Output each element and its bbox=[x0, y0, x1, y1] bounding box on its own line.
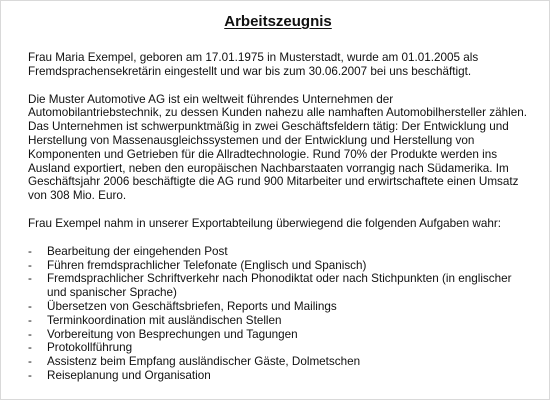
task-text: Reiseplanung und Organisation bbox=[47, 368, 211, 382]
task-item bbox=[28, 355, 528, 369]
tasks-intro-paragraph: Frau Exempel nahm in unserer Exportabteilung überwiegend die folgenden Aufgaben wahr: bbox=[28, 216, 502, 230]
task-text: Assistenz beim Empfang ausländischer Gäste, Dolmetschen bbox=[47, 355, 361, 369]
intro-paragraph: Frau Maria Exempel, geboren am 17.01.1975 in Musterstadt, wurde am 01.01.2005 als Fremdsprachensekretärin eingestellt und war bis zum 30.06.2007 bei uns beschäftigt. bbox=[28, 51, 479, 78]
list-dash: - bbox=[28, 355, 32, 369]
task-text: Protokollführung bbox=[47, 341, 133, 355]
task-item bbox=[28, 369, 528, 383]
task-item bbox=[28, 341, 528, 355]
task-item bbox=[28, 328, 528, 342]
task-text: Übersetzen von Geschäftsbriefen, Reports und Mailings bbox=[47, 299, 337, 313]
document-title: Arbeitszeugnis bbox=[224, 13, 332, 30]
list-dash: - bbox=[28, 272, 32, 286]
task-item bbox=[28, 245, 528, 259]
task-text: Vorbereitung von Besprechungen und Tagungen bbox=[47, 327, 298, 341]
list-dash: - bbox=[28, 299, 32, 313]
task-text: Bearbeitung der eingehenden Post bbox=[47, 244, 228, 258]
list-dash: - bbox=[28, 327, 32, 341]
list-dash: - bbox=[28, 368, 32, 382]
task-item bbox=[28, 259, 528, 273]
task-item bbox=[28, 300, 528, 314]
task-text: Führen fremdsprachlicher Telefonate (Englisch und Spanisch) bbox=[47, 258, 367, 272]
list-dash: - bbox=[28, 244, 32, 258]
list-dash: - bbox=[28, 313, 32, 327]
list-dash: - bbox=[28, 258, 32, 272]
task-item bbox=[28, 314, 528, 328]
task-text: Terminkoordination mit ausländischen Stellen bbox=[47, 313, 282, 327]
document-content bbox=[28, 13, 528, 383]
company-paragraph: Die Muster Automotive AG ist ein weltweit führendes Unternehmen der Automobilantriebstechnik, zu dessen Kunden nahezu alle namhaften Automobilhersteller zählen. Das Unternehmen ist schwerpunktmäßig in zwei Geschäftsfeldern tätig: Der Entwicklung und Herstellung von Massenausgleichssystemen und der Entwicklung und Herstellung von Komponenten und Getrieben für die Allradtechnologie. Rund 70% der Produkte werden ins Ausland exportiert, neben den europäischen Nachbarstaaten vorrangig nach Südamerika. Im Geschäftsjahr 2006 beschäftigte die AG rund 900 Mitarbeiter und erwirtschaftete einen Umsatz von 308 Mio. Euro. bbox=[28, 92, 527, 203]
task-text: Fremdsprachlicher Schriftverkehr nach Phonodiktat oder nach Stichpunkten (in englischer und spanischer Sprache) bbox=[47, 272, 512, 300]
task-list bbox=[28, 245, 528, 383]
list-dash: - bbox=[28, 341, 32, 355]
task-item bbox=[28, 272, 528, 300]
